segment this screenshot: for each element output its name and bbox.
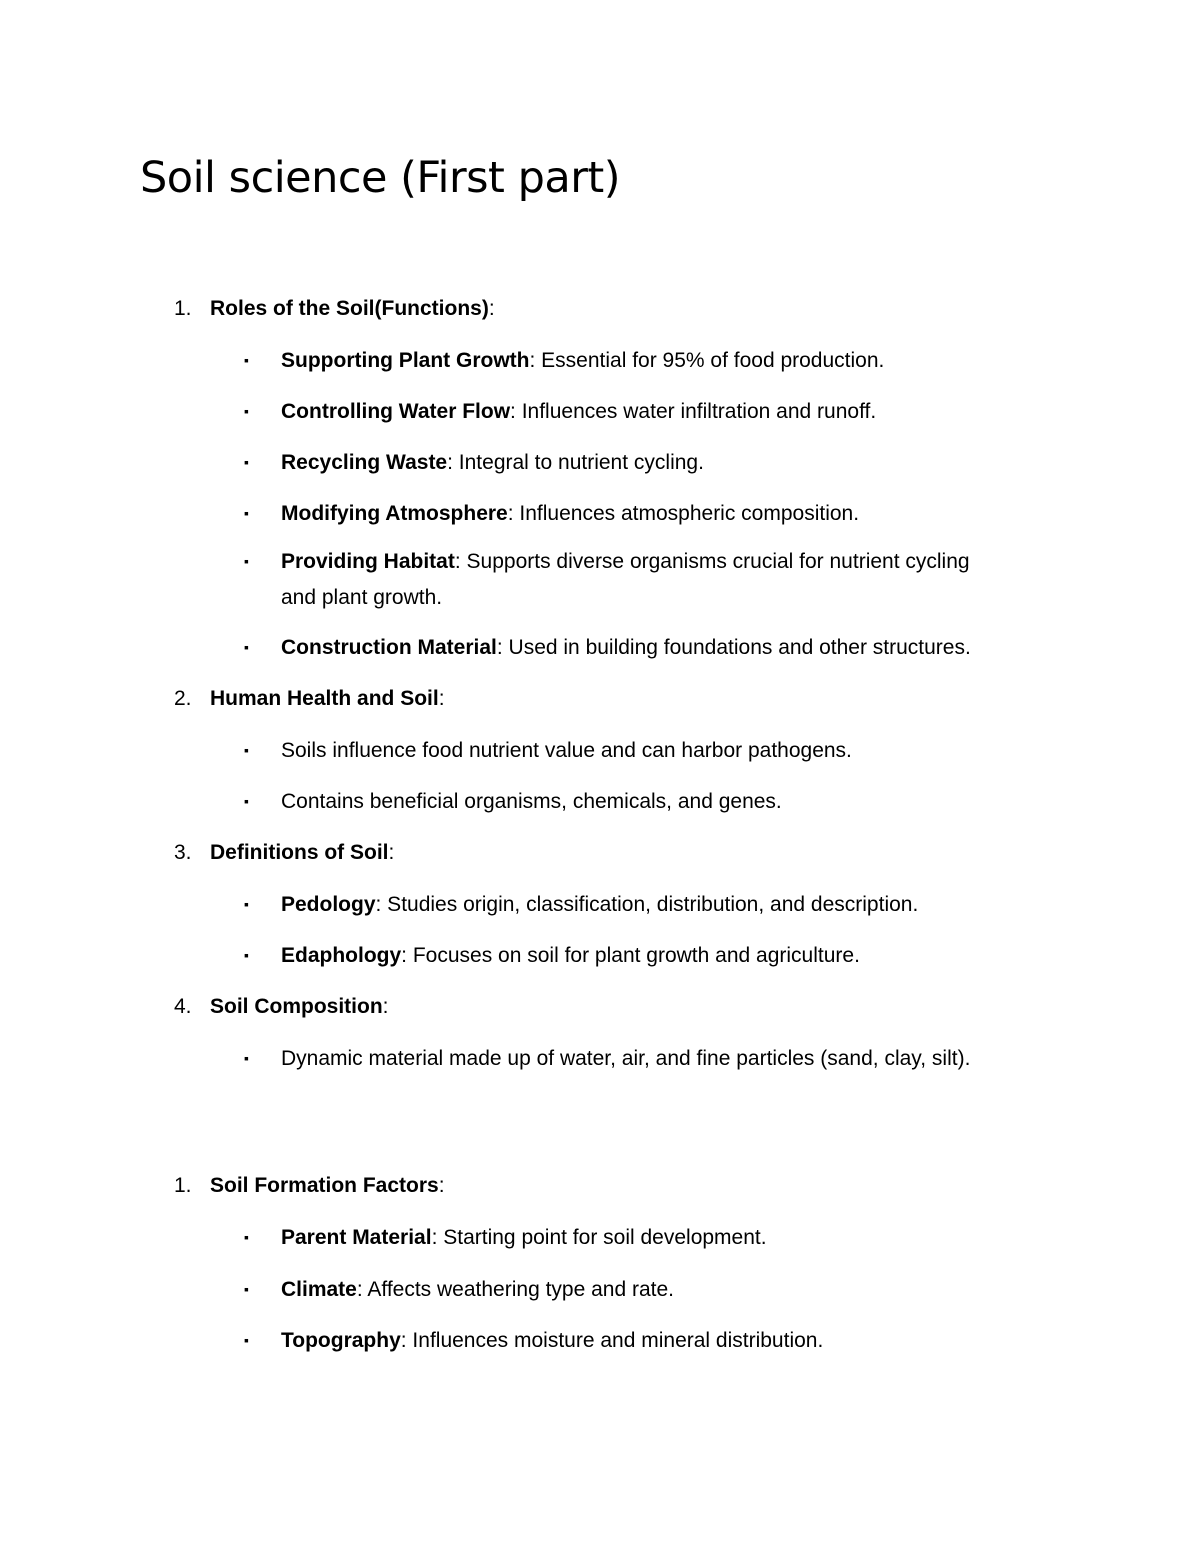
item-description: : Starting point for soil development. [431, 1226, 767, 1249]
item-term: Climate [281, 1278, 357, 1301]
item-description: : Influences moisture and mineral distribution. [400, 1329, 824, 1352]
item-description: : Essential for 95% of food production. [529, 349, 885, 372]
bullet-icon: ▪ [244, 352, 249, 368]
bullet-icon: ▪ [244, 742, 249, 758]
bullet-icon: ▪ [244, 403, 249, 419]
item-text: Dynamic material made up of water, air, and fine particles (sand, clay, silt). [281, 1047, 971, 1070]
item-term: Modifying Atmosphere [281, 502, 508, 525]
colon: : [438, 1174, 445, 1197]
bullet-icon: ▪ [244, 1332, 249, 1348]
item-term: Controlling Water Flow [281, 400, 511, 423]
section-title: Roles of the Soil(Functions) [210, 297, 489, 320]
bullet-icon: ▪ [244, 1229, 249, 1245]
list-item [244, 1276, 674, 1303]
item-description: : Used in building foundations and other structures. [496, 636, 971, 659]
item-term: Providing Habitat [281, 550, 455, 573]
section-heading [174, 686, 445, 712]
colon: : [388, 841, 395, 864]
list-item [244, 548, 1034, 611]
item-description: : Influences water infiltration and runoff. [510, 400, 877, 423]
section-number: 4. [174, 995, 192, 1018]
section-heading [174, 296, 495, 322]
colon: : [382, 995, 389, 1018]
item-description: : Supports diverse organisms crucial for nutrient cycling [454, 550, 970, 573]
item-description-continued: and plant growth. [281, 586, 443, 609]
list-item [244, 1224, 767, 1251]
section-heading [174, 994, 389, 1020]
section-title: Definitions of Soil [210, 841, 389, 864]
item-text: Soils influence food nutrient value and can harbor pathogens. [281, 739, 852, 762]
bullet-icon: ▪ [244, 505, 249, 521]
section-heading [174, 1173, 445, 1199]
bullet-icon: ▪ [244, 639, 249, 655]
item-term: Edaphology [281, 944, 402, 967]
item-term: Recycling Waste [281, 451, 448, 474]
list-item [244, 891, 918, 918]
bullet-icon: ▪ [244, 947, 249, 963]
bullet-icon: ▪ [244, 896, 249, 912]
list-item [244, 1045, 970, 1072]
item-term: Construction Material [281, 636, 497, 659]
item-term: Topography [281, 1329, 401, 1352]
list-item [244, 1327, 823, 1354]
bullet-icon: ▪ [244, 1281, 249, 1297]
colon: : [488, 297, 495, 320]
item-term: Supporting Plant Growth [281, 349, 530, 372]
list-item [244, 449, 704, 476]
page-title: Soil science (First part) [140, 153, 621, 203]
list-item [244, 788, 782, 815]
item-description: : Affects weathering type and rate. [356, 1278, 675, 1301]
item-description: : Integral to nutrient cycling. [447, 451, 704, 474]
item-term: Parent Material [281, 1226, 432, 1249]
section-number: 3. [174, 841, 192, 864]
list-item [244, 347, 884, 374]
list-item [244, 398, 876, 425]
section-number: 1. [174, 1174, 192, 1197]
item-text: Contains beneficial organisms, chemicals, and genes. [281, 790, 782, 813]
bullet-icon: ▪ [244, 454, 249, 470]
list-item [244, 942, 860, 969]
section-heading [174, 840, 394, 866]
bullet-icon: ▪ [244, 1050, 249, 1066]
list-item [244, 737, 852, 764]
item-description: : Focuses on soil for plant growth and agriculture. [401, 944, 860, 967]
item-description: : Influences atmospheric composition. [507, 502, 860, 525]
section-title: Soil Formation Factors [210, 1174, 439, 1197]
list-item [244, 500, 859, 527]
section-number: 2. [174, 687, 192, 710]
section-title: Soil Composition [210, 995, 383, 1018]
item-term: Pedology [281, 893, 376, 916]
item-description: : Studies origin, classification, distribution, and description. [375, 893, 919, 916]
list-item [244, 634, 971, 661]
bullet-icon: ▪ [244, 553, 249, 569]
section-number: 1. [174, 297, 192, 320]
section-title: Human Health and Soil [210, 687, 439, 710]
bullet-icon: ▪ [244, 793, 249, 809]
colon: : [438, 687, 445, 710]
